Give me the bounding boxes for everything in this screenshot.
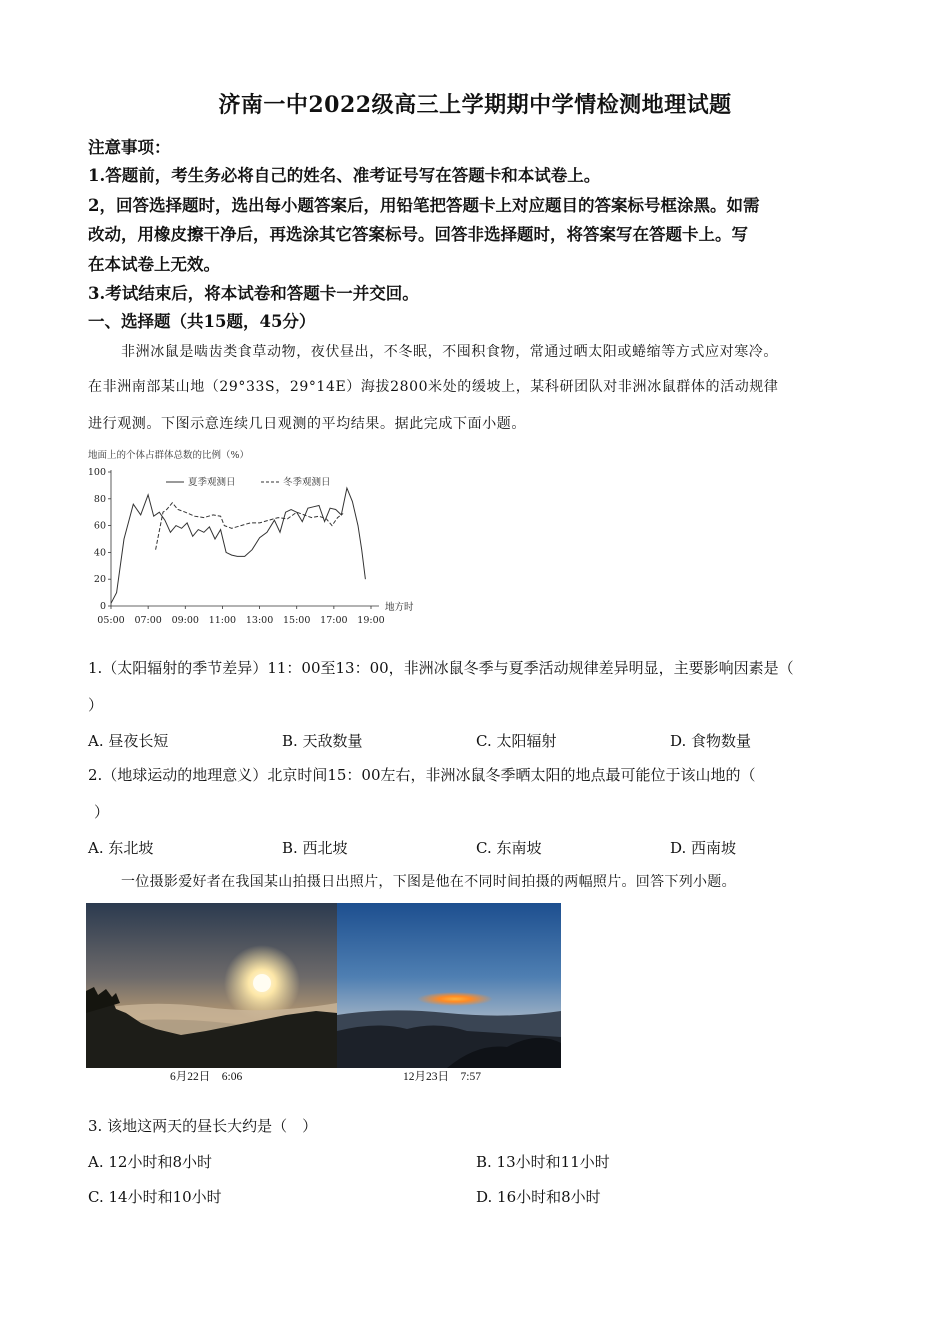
chart-ytick-label: 20 [93,574,106,586]
notes-line-2c: 在本试卷上无效。 [88,255,220,274]
chart-legend-label: 冬季观测日 [283,477,331,488]
notes-line-2a: 2，回答选择题时，选出每小题答案后，用铅笔把答题卡上对应题目的答案标号框涂黑。如需 [88,196,760,215]
material-2: 一位摄影爱好者在我国某山拍摄日出照片，下图是他在不同时间拍摄的两幅照片。回答下列小题。 [121,874,736,890]
chart-ytick-label: 0 [99,601,106,612]
chart-xtick-label: 15:00 [283,615,311,626]
notes-line-3: 3.考试结束后，将本试卷和答题卡一并交回。 [88,284,419,303]
notes-line-2b: 改动，用橡皮擦干净后，再选涂其它答案标号。回答非选择题时，将答案写在答题卡上。写 [88,225,748,244]
material-1-line-2: 在非洲南部某山地（29°33S，29°14E）海拔2800米处的缓坡上，某科研团队对非洲冰鼠群体的活动规律 [88,379,779,395]
chart-ytick-label: 100 [87,467,106,478]
q1-option-c[interactable]: C. 太阳辐射 [476,732,557,750]
exam-title: 济南一中2022级高三上学期期中学情检测地理试题 [218,92,732,118]
chart-ytick-label: 60 [93,520,106,532]
material-1-line-3: 进行观测。下图示意连续几日观测的平均结果。据此完成下面小题。 [88,416,526,432]
q2-option-c[interactable]: C. 东南坡 [476,839,542,857]
q3-stem: 3. 该地这两天的昼长大约是（ ） [88,1117,318,1135]
chart-xtick-label: 13:00 [245,615,274,626]
q2-option-a[interactable]: A. 东北坡 [88,839,154,857]
chart-ytick-label: 40 [93,547,106,559]
q3-option-d[interactable]: D. 16小时和8小时 [476,1188,601,1206]
chart-xlabel: 地方时 [385,602,414,613]
chart-xtick-label: 19:00 [357,615,385,626]
q2-option-b[interactable]: B. 西北坡 [282,839,348,857]
q1-option-a[interactable]: A. 昼夜长短 [88,732,169,750]
chart-ytick-label: 80 [93,493,106,505]
q3-option-a[interactable]: A. 12小时和8小时 [88,1153,212,1171]
chart-series-line-1 [111,488,365,603]
q1-stem-end: ） [88,696,104,714]
q1-option-d[interactable]: D. 食物数量 [670,732,752,750]
chart-xtick-label: 05:00 [97,615,125,626]
q2-stem: 2.（地球运动的地理意义）北京时间15：00左右，非洲冰鼠冬季晒太阳的地点最可能位于该山地的（ [88,766,756,784]
chart-xtick-label: 07:00 [134,615,162,626]
chart-ylabel: 地面上的个体占群体总数的比例（%） [88,450,250,461]
q3-option-c[interactable]: C. 14小时和10小时 [88,1188,222,1206]
chart-legend-label: 夏季观测日 [188,477,236,488]
sunrise-photo-june [86,903,337,1068]
q1-option-b[interactable]: B. 天敌数量 [282,732,363,750]
section-heading: 一、选择题（共15题，45分） [88,312,316,331]
q2-option-d[interactable]: D. 西南坡 [670,839,737,857]
q3-option-b[interactable]: B. 13小时和11小时 [476,1153,610,1171]
sunrise-photo-december [337,903,561,1068]
activity-line-chart [86,446,436,636]
photo-caption-june: 6月22日 6:06 [170,1071,243,1083]
chart-xtick-label: 17:00 [320,615,348,626]
photo-caption-december: 12月23日 7:57 [403,1071,481,1083]
q1-stem: 1.（太阳辐射的季节差异）11：00至13：00，非洲冰鼠冬季与夏季活动规律差异明显，主要影响因素是（ [88,659,794,677]
chart-xtick-label: 09:00 [171,615,199,626]
chart-xtick-label: 11:00 [208,615,237,626]
q2-stem-end: ） [94,803,110,821]
notes-heading: 注意事项： [88,138,171,157]
material-1-line-1: 非洲冰鼠是啮齿类食草动物，夜伏昼出，不冬眠，不囤积食物，常通过晒太阳或蜷缩等方式应对寒冷。 [121,344,778,360]
notes-line-1: 1.答题前，考生务必将自己的姓名、准考证号写在答题卡和本试卷上。 [88,166,601,185]
